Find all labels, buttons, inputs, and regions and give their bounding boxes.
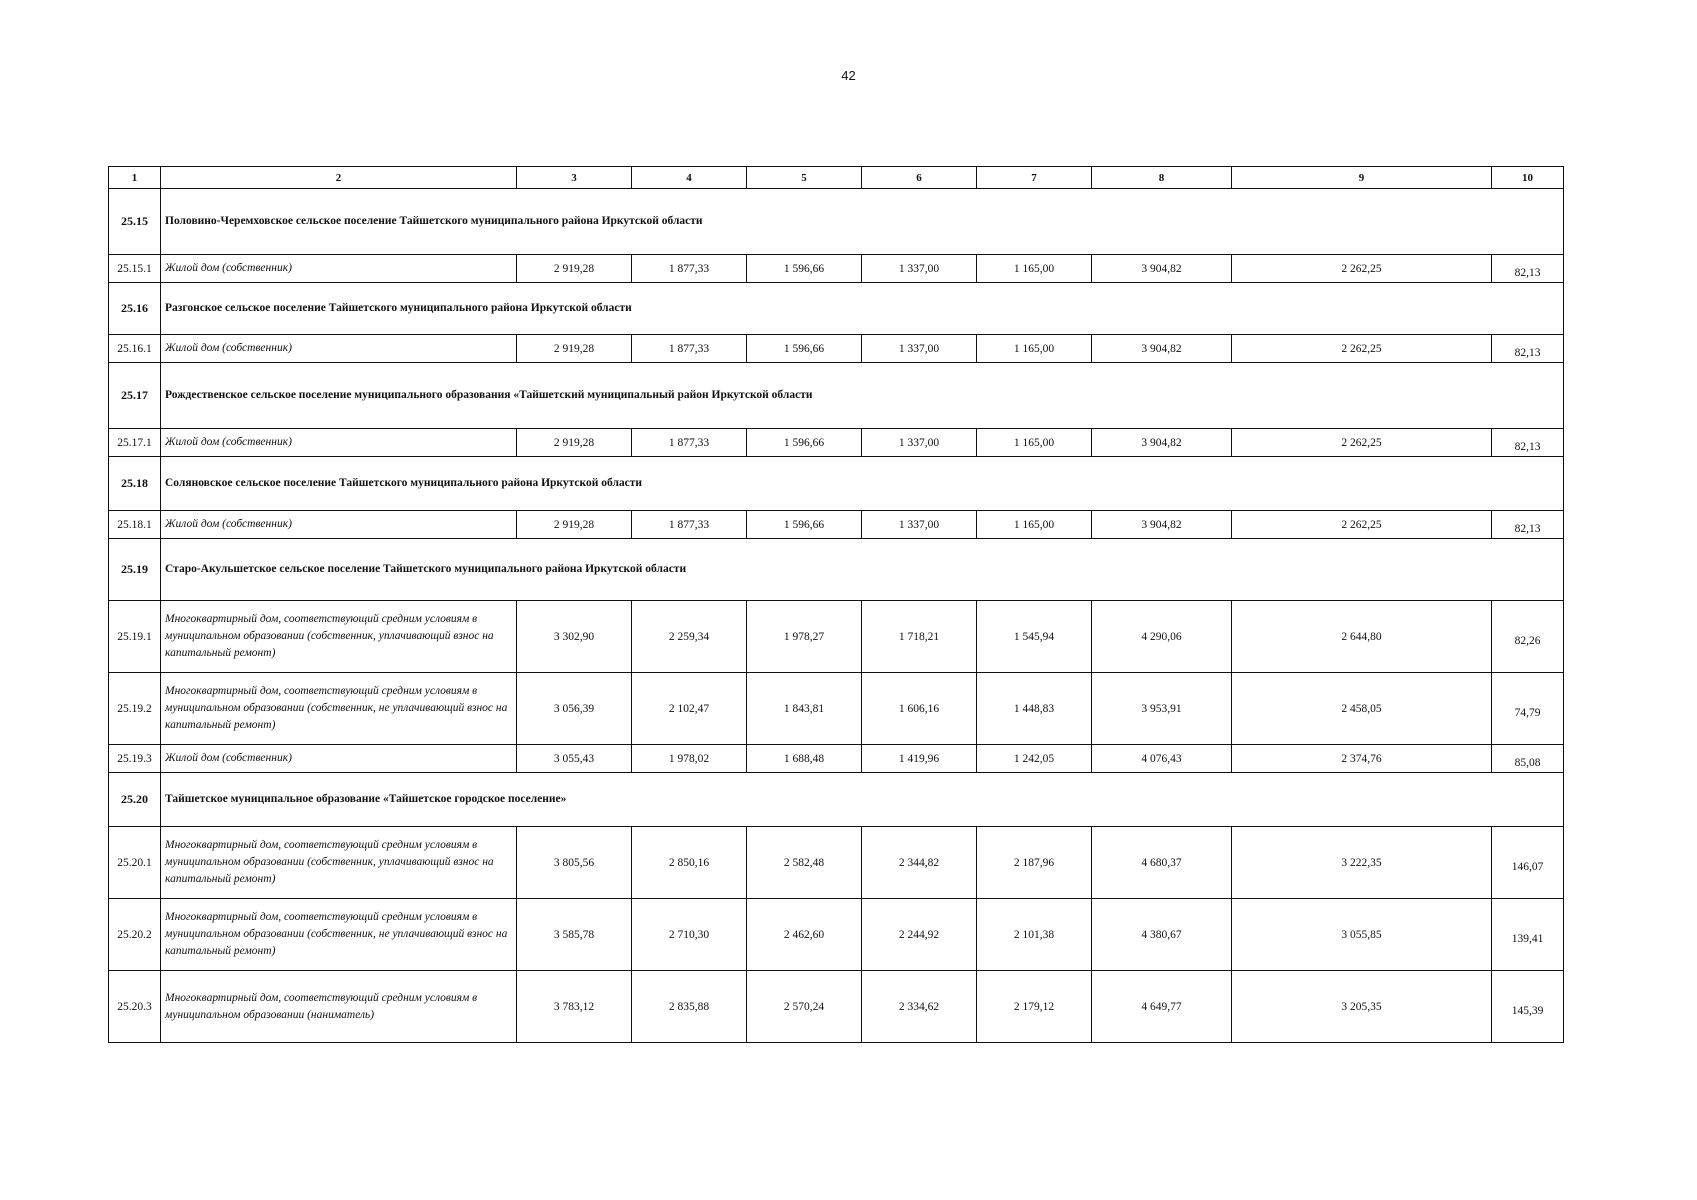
value-cell: 2 244,92 [862, 899, 977, 971]
value-cell: 4 680,37 [1092, 827, 1232, 899]
value-cell: 4 290,06 [1092, 601, 1232, 673]
value-cell: 3 205,35 [1232, 971, 1492, 1043]
section-row [109, 283, 1564, 335]
value-cell: 2 644,80 [1232, 601, 1492, 673]
item-row [109, 601, 1564, 673]
item-name: Жилой дом (собственник) [161, 335, 517, 363]
value-cell: 1 337,00 [862, 255, 977, 283]
item-name: Многоквартирный дом, соответствующий средним условиям в муниципальном образовании (собственник, не уплачивающий взнос на капитальный ремонт) [161, 899, 517, 971]
value-cell: 3 055,85 [1232, 899, 1492, 971]
section-row [109, 773, 1564, 827]
item-code: 25.17.1 [109, 429, 161, 457]
value-cell: 1 419,96 [862, 745, 977, 773]
value-cell: 1 545,94 [977, 601, 1092, 673]
value-cell: 3 056,39 [517, 673, 632, 745]
value-cell: 82,26 [1492, 601, 1564, 673]
value-cell: 1 843,81 [747, 673, 862, 745]
value-cell: 1 165,00 [977, 255, 1092, 283]
header-cell: 1 [109, 167, 161, 189]
value-cell: 2 919,28 [517, 511, 632, 539]
value-cell: 3 953,91 [1092, 673, 1232, 745]
item-code: 25.19.3 [109, 745, 161, 773]
value-cell: 2 850,16 [632, 827, 747, 899]
value-cell: 1 596,66 [747, 511, 862, 539]
value-cell: 2 919,28 [517, 335, 632, 363]
section-title: Половино-Черемховское сельское поселение Тайшетского муниципального района Иркутской области [161, 189, 1564, 255]
value-cell: 1 877,33 [632, 429, 747, 457]
item-name: Жилой дом (собственник) [161, 511, 517, 539]
value-cell: 2 102,47 [632, 673, 747, 745]
value-cell: 1 596,66 [747, 335, 862, 363]
value-cell: 2 344,82 [862, 827, 977, 899]
value-cell: 2 458,05 [1232, 673, 1492, 745]
value-cell: 1 606,16 [862, 673, 977, 745]
value-cell: 1 688,48 [747, 745, 862, 773]
item-row [109, 971, 1564, 1043]
value-cell: 1 165,00 [977, 335, 1092, 363]
value-cell: 2 462,60 [747, 899, 862, 971]
value-cell: 3 302,90 [517, 601, 632, 673]
value-cell: 1 978,02 [632, 745, 747, 773]
section-code: 25.18 [109, 457, 161, 511]
header-cell: 2 [161, 167, 517, 189]
section-code: 25.16 [109, 283, 161, 335]
section-code: 25.17 [109, 363, 161, 429]
column-number-header-row [109, 167, 1564, 189]
item-row [109, 899, 1564, 971]
value-cell: 2 262,25 [1232, 511, 1492, 539]
value-cell: 2 334,62 [862, 971, 977, 1043]
value-cell: 2 835,88 [632, 971, 747, 1043]
item-code: 25.20.3 [109, 971, 161, 1043]
value-cell: 82,13 [1492, 511, 1564, 539]
header-cell: 6 [862, 167, 977, 189]
value-cell: 3 783,12 [517, 971, 632, 1043]
value-cell: 2 919,28 [517, 255, 632, 283]
value-cell: 2 262,25 [1232, 335, 1492, 363]
header-cell: 4 [632, 167, 747, 189]
item-name: Многоквартирный дом, соответствующий средним условиям в муниципальном образовании (собственник, уплачивающий взнос на капитальный ремонт) [161, 827, 517, 899]
section-code: 25.19 [109, 539, 161, 601]
value-cell: 2 262,25 [1232, 429, 1492, 457]
section-title: Разгонское сельское поселение Тайшетского муниципального района Иркутской области [161, 283, 1564, 335]
value-cell: 1 596,66 [747, 255, 862, 283]
section-code: 25.20 [109, 773, 161, 827]
item-row [109, 673, 1564, 745]
item-row [109, 511, 1564, 539]
value-cell: 2 187,96 [977, 827, 1092, 899]
item-row [109, 429, 1564, 457]
header-cell: 8 [1092, 167, 1232, 189]
value-cell: 4 380,67 [1092, 899, 1232, 971]
section-title: Тайшетское муниципальное образование «Тайшетское городское поселение» [161, 773, 1564, 827]
value-cell: 145,39 [1492, 971, 1564, 1043]
value-cell: 3 805,56 [517, 827, 632, 899]
header-cell: 5 [747, 167, 862, 189]
value-cell: 1 165,00 [977, 511, 1092, 539]
item-row [109, 745, 1564, 773]
value-cell: 146,07 [1492, 827, 1564, 899]
value-cell: 1 337,00 [862, 511, 977, 539]
item-row [109, 255, 1564, 283]
value-cell: 82,13 [1492, 429, 1564, 457]
tariff-table [108, 166, 1564, 1043]
item-name: Многоквартирный дом, соответствующий средним условиям в муниципальном образовании (собственник, не уплачивающий взнос на капитальный ремонт) [161, 673, 517, 745]
header-cell: 7 [977, 167, 1092, 189]
item-row [109, 827, 1564, 899]
value-cell: 82,13 [1492, 255, 1564, 283]
item-code: 25.19.1 [109, 601, 161, 673]
item-code: 25.20.1 [109, 827, 161, 899]
value-cell: 2 259,34 [632, 601, 747, 673]
value-cell: 1 596,66 [747, 429, 862, 457]
item-name: Жилой дом (собственник) [161, 255, 517, 283]
value-cell: 3 585,78 [517, 899, 632, 971]
item-name: Многоквартирный дом, соответствующий средним условиям в муниципальном образовании (собственник, уплачивающий взнос на капитальный ремонт) [161, 601, 517, 673]
section-row [109, 457, 1564, 511]
item-name: Жилой дом (собственник) [161, 429, 517, 457]
value-cell: 3 904,82 [1092, 511, 1232, 539]
value-cell: 74,79 [1492, 673, 1564, 745]
value-cell: 2 101,38 [977, 899, 1092, 971]
value-cell: 1 978,27 [747, 601, 862, 673]
value-cell: 82,13 [1492, 335, 1564, 363]
header-cell: 10 [1492, 167, 1564, 189]
section-row [109, 539, 1564, 601]
value-cell: 2 374,76 [1232, 745, 1492, 773]
value-cell: 1 718,21 [862, 601, 977, 673]
value-cell: 1 877,33 [632, 255, 747, 283]
section-row [109, 189, 1564, 255]
item-name: Жилой дом (собственник) [161, 745, 517, 773]
section-title: Рождественское сельское поселение муниципального образования «Тайшетский муниципальный район Иркутской области [161, 363, 1564, 429]
value-cell: 1 337,00 [862, 335, 977, 363]
value-cell: 2 919,28 [517, 429, 632, 457]
section-row [109, 363, 1564, 429]
value-cell: 2 710,30 [632, 899, 747, 971]
value-cell: 2 570,24 [747, 971, 862, 1043]
value-cell: 3 904,82 [1092, 255, 1232, 283]
value-cell: 139,41 [1492, 899, 1564, 971]
item-code: 25.19.2 [109, 673, 161, 745]
item-code: 25.20.2 [109, 899, 161, 971]
value-cell: 2 262,25 [1232, 255, 1492, 283]
item-code: 25.16.1 [109, 335, 161, 363]
value-cell: 1 448,83 [977, 673, 1092, 745]
page-number: 42 [841, 68, 856, 83]
value-cell: 3 904,82 [1092, 429, 1232, 457]
header-cell: 3 [517, 167, 632, 189]
value-cell: 85,08 [1492, 745, 1564, 773]
section-title: Старо-Акульшетское сельское поселение Тайшетского муниципального района Иркутской области [161, 539, 1564, 601]
header-cell: 9 [1232, 167, 1492, 189]
value-cell: 3 055,43 [517, 745, 632, 773]
item-name: Многоквартирный дом, соответствующий средним условиям в муниципальном образовании (наниматель) [161, 971, 517, 1043]
value-cell: 1 242,05 [977, 745, 1092, 773]
value-cell: 1 877,33 [632, 335, 747, 363]
section-title: Соляновское сельское поселение Тайшетского муниципального района Иркутской области [161, 457, 1564, 511]
item-code: 25.15.1 [109, 255, 161, 283]
item-row [109, 335, 1564, 363]
value-cell: 3 904,82 [1092, 335, 1232, 363]
section-code: 25.15 [109, 189, 161, 255]
value-cell: 1 337,00 [862, 429, 977, 457]
item-code: 25.18.1 [109, 511, 161, 539]
value-cell: 2 179,12 [977, 971, 1092, 1043]
value-cell: 4 076,43 [1092, 745, 1232, 773]
value-cell: 3 222,35 [1232, 827, 1492, 899]
value-cell: 2 582,48 [747, 827, 862, 899]
value-cell: 1 165,00 [977, 429, 1092, 457]
value-cell: 4 649,77 [1092, 971, 1232, 1043]
value-cell: 1 877,33 [632, 511, 747, 539]
